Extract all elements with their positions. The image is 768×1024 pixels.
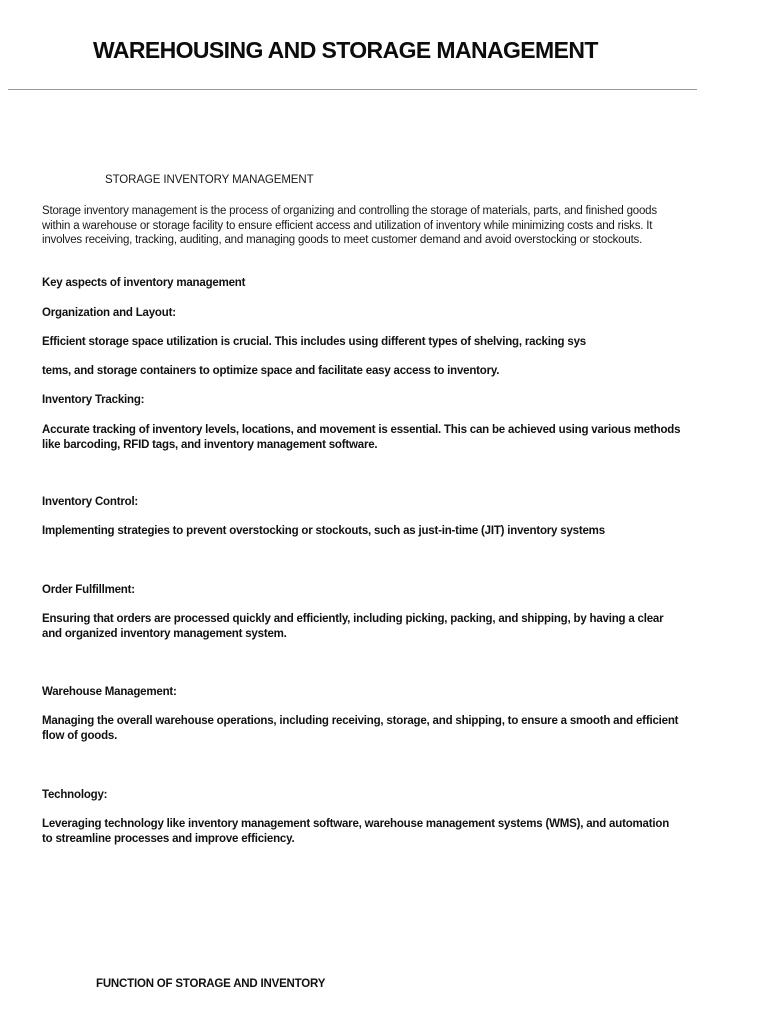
control-text: Implementing strategies to prevent overstocking or stockouts, such as just-in-time (JIT) inventory systems <box>42 525 605 537</box>
technology-text: Leveraging technology like inventory management software, warehouse management systems (WMS), and automation to streamline processes and improve efficiency. <box>42 818 670 845</box>
organization-text-line1: Efficient storage space utilization is crucial. This includes using different types of shelving, racking sys <box>42 336 586 348</box>
warehouse-heading: Warehouse Management: <box>42 686 177 698</box>
key-aspects-heading: Key aspects of inventory management <box>42 277 246 289</box>
section-heading: STORAGE INVENTORY MANAGEMENT <box>105 174 314 186</box>
fulfillment-text: Ensuring that orders are processed quickly and efficiently, including picking, packing, and shipping, by having a clear and organized inventory management system. <box>42 613 664 640</box>
fulfillment-heading: Order Fulfillment: <box>42 584 135 596</box>
technology-heading: Technology: <box>42 789 108 801</box>
document-title: WAREHOUSING AND STORAGE MANAGEMENT <box>93 37 598 63</box>
control-heading: Inventory Control: <box>42 496 139 508</box>
function-heading: FUNCTION OF STORAGE AND INVENTORY <box>96 978 326 990</box>
tracking-text: Accurate tracking of inventory levels, locations, and movement is essential. This can be achieved using various methods like barcoding, RFID tags, and inventory management software. <box>42 424 681 451</box>
organization-heading: Organization and Layout: <box>42 307 176 319</box>
intro-paragraph: Storage inventory management is the process of organizing and controlling the storage of materials, parts, and finished goods within a warehouse or storage facility to ensure efficient access and utilization of inventory while minimizing costs and risks. It involves receiving, tracking, auditing, and managing goods to meet customer demand and avoid overstocking or stockouts. <box>42 205 657 246</box>
organization-text-line2: tems, and storage containers to optimize space and facilitate easy access to inventory. <box>42 365 500 377</box>
tracking-heading: Inventory Tracking: <box>42 394 145 406</box>
title-divider <box>8 89 697 90</box>
warehouse-text: Managing the overall warehouse operations, including receiving, storage, and shipping, to ensure a smooth and efficient flow of goods. <box>42 715 679 742</box>
